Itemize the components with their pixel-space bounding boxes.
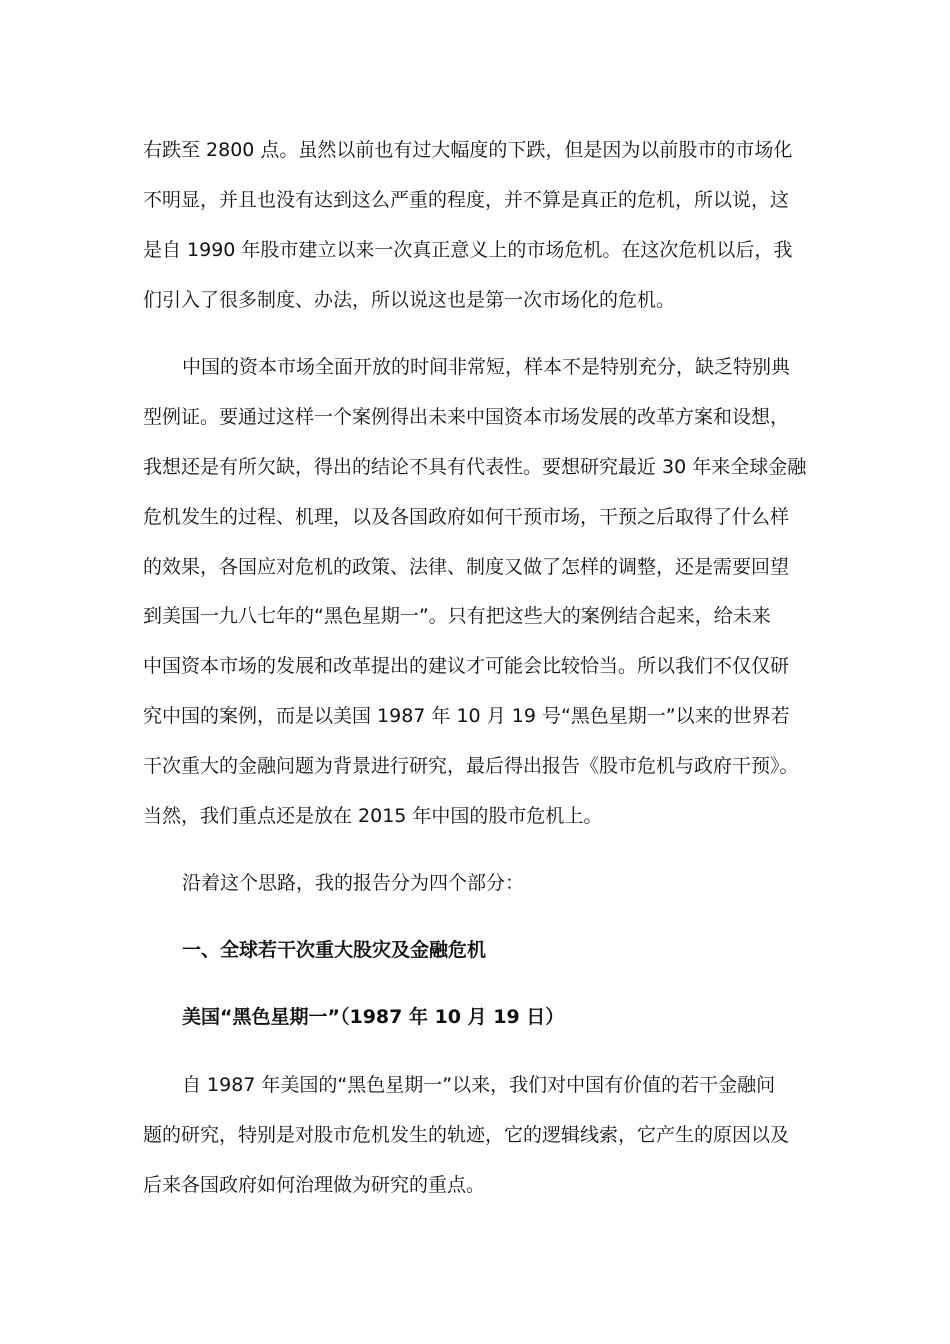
paragraph-line: 题的研究，特别是对股市危机发生的轨迹，它的逻辑线索，它产生的原因以及	[143, 1124, 790, 1146]
paragraph-line: 中国资本市场的发展和改革提出的建议才可能会比较恰当。所以我们不仅仅研	[143, 655, 790, 677]
subsection-heading: 美国“黑色星期一”（1987 年 10 月 19 日）	[182, 1006, 565, 1028]
section-heading: 一、全球若干次重大股灾及金融危机	[182, 939, 487, 961]
paragraph-line: 究中国的案例，而是以美国 1987 年 10 月 19 号“黑色星期一”以来的世界若	[143, 705, 790, 727]
paragraph-line: 自 1987 年美国的“黑色星期一”以来，我们对中国有价值的若干金融问	[182, 1074, 776, 1096]
paragraph-line: 们引入了很多制度、办法，所以说这也是第一次市场化的危机。	[143, 289, 676, 311]
paragraph-line: 沿着这个思路，我的报告分为四个部分：	[182, 872, 525, 894]
paragraph-line: 右跌至 2800 点。虽然以前也有过大幅度的下跌，但是因为以前股市的市场化	[143, 139, 793, 161]
paragraph-line: 不明显，并且也没有达到这么严重的程度，并不算是真正的危机，所以说，这	[143, 189, 790, 211]
paragraph-line: 型例证。要通过这样一个案例得出未来中国资本市场发展的改革方案和设想，	[143, 406, 790, 428]
paragraph-line: 中国的资本市场全面开放的时间非常短，样本不是特别充分，缺乏特别典	[182, 356, 791, 378]
paragraph-line: 我想还是有所欠缺，得出的结论不具有代表性。要想研究最近 30 年来全球金融	[143, 456, 807, 478]
paragraph-line: 到美国一九八七年的“黑色星期一”。只有把这些大的案例结合起来，给未来	[143, 605, 771, 627]
paragraph-line: 当然，我们重点还是放在 2015 年中国的股市危机上。	[143, 805, 603, 827]
paragraph-line: 干次重大的金融问题为背景进行研究，最后得出报告《股市危机与政府干预》。	[143, 755, 799, 777]
paragraph-line: 的效果，各国应对危机的政策、法律、制度又做了怎样的调整，还是需要回望	[143, 556, 790, 578]
paragraph-line: 后来各国政府如何治理做为研究的重点。	[143, 1174, 486, 1196]
paragraph-line: 是自 1990 年股市建立以来一次真正意义上的市场危机。在这次危机以后，我	[143, 239, 793, 261]
paragraph-line: 危机发生的过程、机理，以及各国政府如何干预市场，干预之后取得了什么样	[143, 506, 790, 528]
